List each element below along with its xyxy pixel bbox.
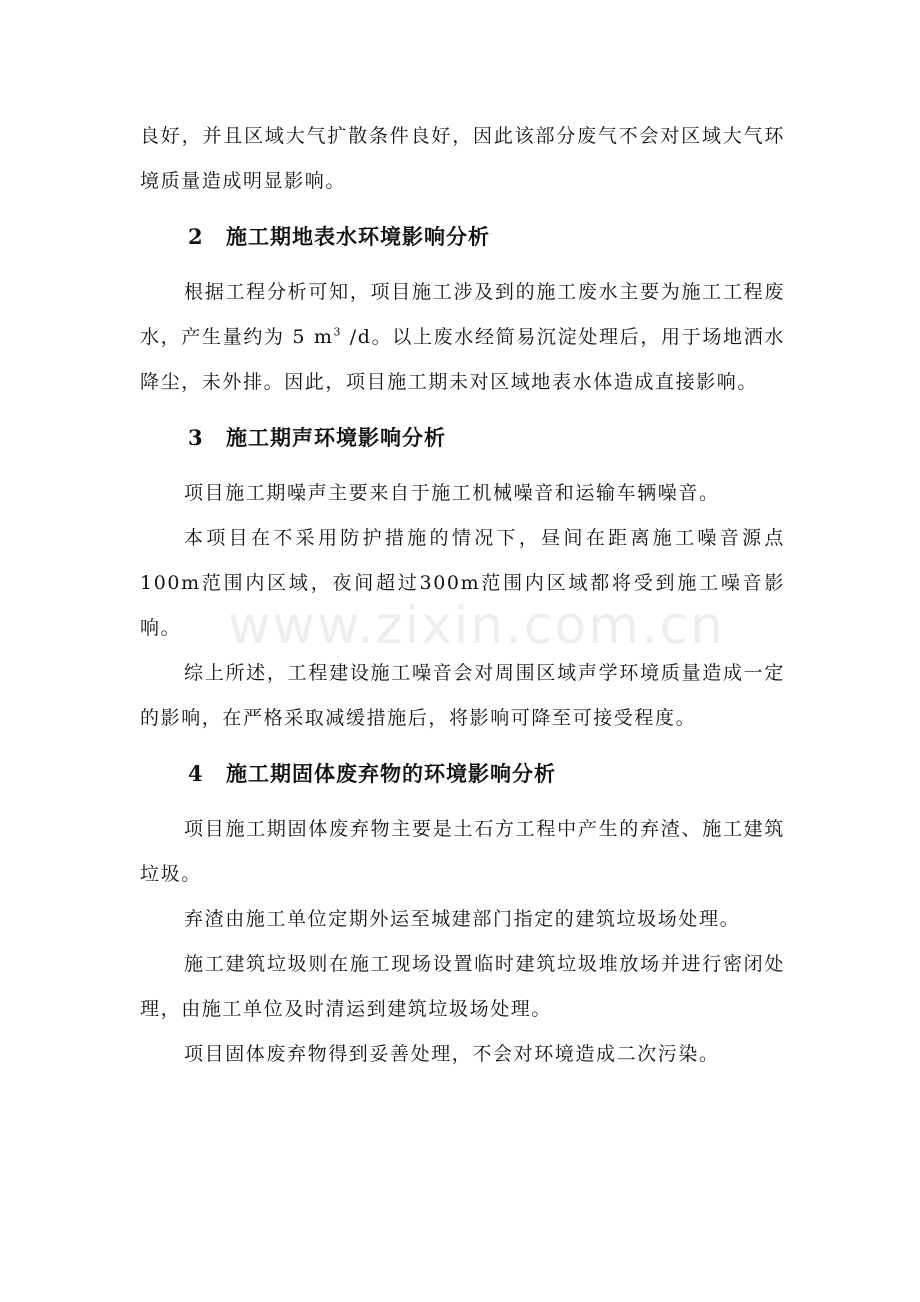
paragraph-construction-waste: 施工建筑垃圾则在施工现场设置临时建筑垃圾堆放场并进行密闭处理，由施工单位及时清运到建筑垃圾场处理。: [140, 953, 785, 1020]
section-heading-4: [140, 750, 785, 798]
paragraph-text: 根据工程分析可知，项目施工涉及到的施工废水主要为施工工程废水，产生量约为 5 m: [140, 281, 785, 348]
section-number: 3: [188, 425, 204, 450]
paragraph-noise-range: 本项目在不采用防护措施的情况下，昼间在距离施工噪音源点100m范围内区域，夜间超过300m范围内区域都将受到施工噪音影响。: [140, 527, 785, 639]
paragraph-noise-summary: 综上所述，工程建设施工噪音会对周围区域声学环境质量造成一定的影响，在严格采取减缓措施后，将影响可降至可接受程度。: [140, 662, 785, 729]
paragraph-continuation: 良好，并且区域大气扩散条件良好，因此该部分废气不会对区域大气环境质量造成明显影响。: [140, 125, 785, 192]
section-title: 施工期声环境影响分析: [226, 425, 446, 450]
watermark: www.zixin.com.cn: [228, 596, 725, 656]
section-heading-2: [140, 213, 785, 261]
section-title: 施工期固体废弃物的环境影响分析: [226, 761, 556, 786]
paragraph-surface-water: [140, 270, 785, 405]
paragraph-solid-waste: 项目施工期固体废弃物主要是土石方工程中产生的弃渣、施工建筑垃圾。: [140, 818, 785, 885]
paragraph-waste-residue: 弃渣由施工单位定期外运至城建部门指定的建筑垃圾场处理。: [184, 908, 741, 930]
paragraph-text: /d。以上废水经简易沉淀处理后，用于场地洒水降尘，未外排。因此，项目施工期未对区域地表水体造成直接影响。: [140, 326, 785, 393]
paragraph-noise-source: 项目施工期噪声主要来自于施工机械噪音和运输车辆噪音。: [184, 482, 720, 504]
section-heading-3: [140, 414, 785, 462]
section-number: 2: [188, 224, 204, 249]
document-body: [140, 114, 785, 1077]
paragraph-waste-conclusion: 项目固体废弃物得到妥善处理，不会对环境造成二次污染。: [184, 1043, 720, 1065]
section-title: 施工期地表水环境影响分析: [226, 224, 490, 249]
superscript: 3: [333, 325, 343, 339]
section-number: 4: [188, 761, 204, 786]
